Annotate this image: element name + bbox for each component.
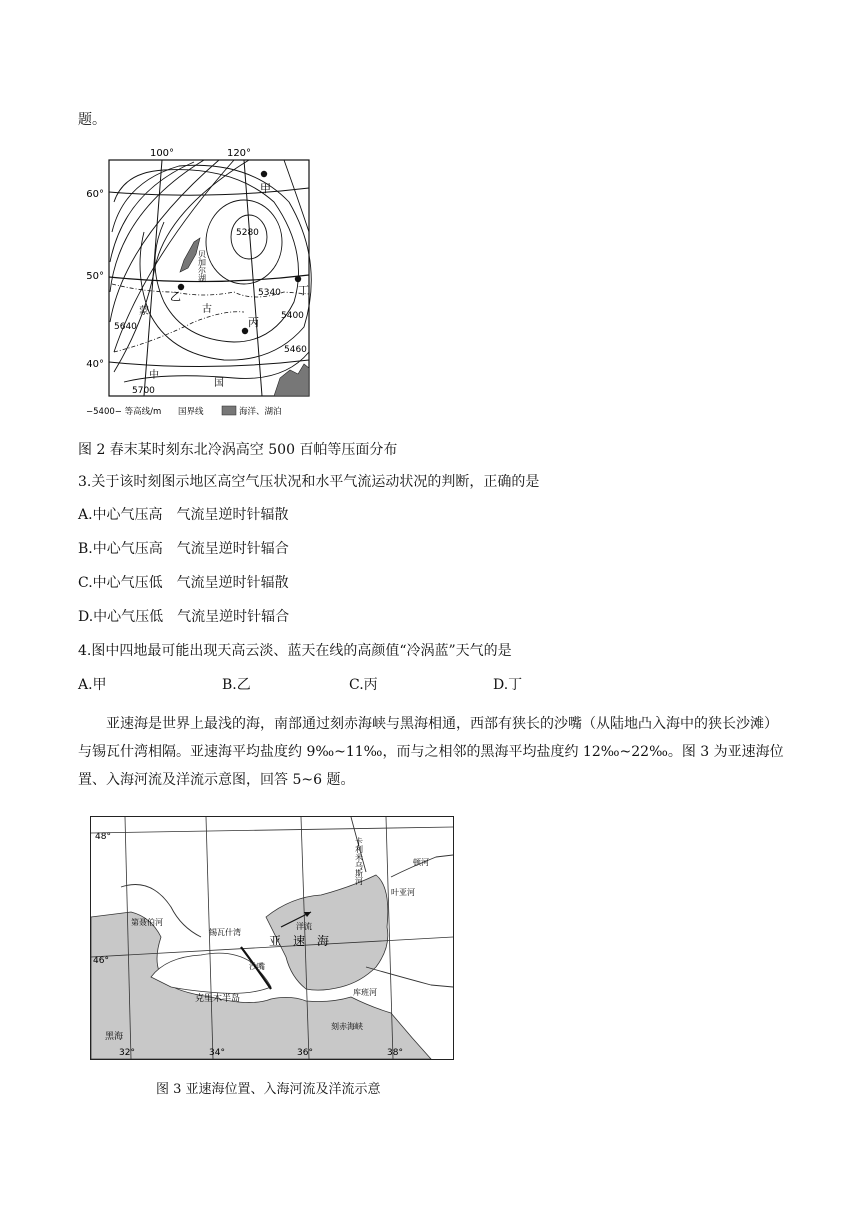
question-3-option-d: D.中心气压低 气流呈逆时针辐合 bbox=[78, 609, 290, 625]
lat-label-60: 60° bbox=[86, 189, 104, 200]
place-bing: 丙 bbox=[248, 316, 259, 329]
place-yi: 乙 bbox=[170, 290, 181, 303]
lon-label-100: 100° bbox=[149, 148, 175, 159]
legend-contour: −5400− 等高线/m bbox=[86, 407, 162, 417]
f3-kalmius: 卡利米乌斯河 bbox=[354, 837, 364, 885]
map-text-baikal: 贝加尔湖 bbox=[197, 250, 207, 282]
f3-lat-46: 46° bbox=[93, 956, 109, 966]
f3-lon-38: 38° bbox=[387, 1048, 403, 1058]
f3-kuban: 库班河 bbox=[353, 988, 377, 997]
f3-current: 洋流 bbox=[296, 922, 312, 931]
figure-2-map bbox=[84, 142, 324, 422]
question-3-option-c: C.中心气压低 气流呈逆时针辐散 bbox=[78, 575, 289, 591]
question-4-stem: 4.图中四地最可能出现天高云淡、蓝天在线的高颜值“冷涡蓝”天气的是 bbox=[78, 643, 512, 659]
map-text-guo: 国 bbox=[214, 378, 224, 389]
figure-3-caption: 图 3 亚速海位置、入海河流及洋流示意 bbox=[156, 1082, 381, 1097]
legend-border: 国界线 bbox=[178, 407, 204, 417]
f3-dnieper: 第聂伯河 bbox=[131, 918, 163, 927]
contour-label-5340: 5340 bbox=[258, 288, 281, 298]
figure-3 bbox=[90, 816, 454, 1060]
lon-label-120: 120° bbox=[226, 148, 252, 159]
contour-label-5460: 5460 bbox=[284, 345, 307, 355]
f3-lon-36: 36° bbox=[297, 1048, 313, 1058]
map-text-zhong: 中 bbox=[149, 370, 159, 381]
lat-label-50: 50° bbox=[86, 271, 104, 282]
question-4-option-c: C.丙 bbox=[349, 677, 378, 693]
place-jia: 甲 bbox=[260, 182, 271, 195]
contour-label-5640: 5640 bbox=[114, 322, 137, 332]
question-4-option-a: A.甲 bbox=[78, 677, 107, 693]
f3-lat-48: 48° bbox=[95, 832, 111, 842]
question-4-option-d: D.丁 bbox=[493, 677, 523, 693]
passage: 亚速海是世界上最浅的海，南部通过刻赤海峡与黑海相通，西部有狭长的沙嘴（从陆地凸入海中的狭长沙滩）与锡瓦什湾相隔。亚速海平均盐度约 9‰~11‰，而与之相邻的黑海平均盐度约 12‰~22‰。图 3 为亚速海位置、入海河流及洋流示意图，回答 5~6 题。 bbox=[78, 716, 784, 788]
contour-label-5280: 5280 bbox=[236, 228, 259, 238]
f3-lon-32: 32° bbox=[119, 1048, 135, 1058]
figure-2-caption: 图 2 春末某时刻东北冷涡高空 500 百帕等压面分布 bbox=[78, 442, 398, 458]
map-text-meng: 蒙 bbox=[139, 306, 149, 317]
place-ding: 丁 bbox=[298, 284, 309, 297]
figure-3-map bbox=[91, 817, 453, 1059]
f3-sivash: 锡瓦什湾 bbox=[209, 928, 241, 937]
question-3-stem: 3.关于该时刻图示地区高空气压状况和水平气流运动状况的判断，正确的是 bbox=[78, 474, 540, 490]
f3-kerch: 刻赤海峡 bbox=[331, 1022, 363, 1031]
map-text-gu: 古 bbox=[202, 304, 212, 315]
f3-yeya: 叶亚河 bbox=[391, 888, 415, 897]
contour-label-5700: 5700 bbox=[132, 386, 155, 396]
f3-black-sea: 黑海 bbox=[105, 1032, 124, 1042]
figure-2 bbox=[84, 142, 324, 422]
f3-spit: 沙嘴 bbox=[249, 962, 265, 971]
f3-don: 顿河 bbox=[413, 858, 429, 867]
question-3-option-a: A.中心气压高 气流呈逆时针辐散 bbox=[78, 507, 289, 523]
question-3-option-b: B.中心气压高 气流呈逆时针辐合 bbox=[78, 541, 289, 557]
f3-crimea: 克里木半岛 bbox=[195, 994, 241, 1004]
contour-label-5400: 5400 bbox=[281, 311, 304, 321]
intro-tail: 题。 bbox=[78, 112, 106, 128]
legend-sea: 海洋、湖泊 bbox=[239, 407, 282, 417]
lat-label-40: 40° bbox=[86, 359, 104, 370]
f3-azov-sea: 亚 速 海 bbox=[269, 934, 330, 948]
f3-lon-34: 34° bbox=[209, 1048, 225, 1058]
question-4-option-b: B.乙 bbox=[222, 677, 251, 693]
